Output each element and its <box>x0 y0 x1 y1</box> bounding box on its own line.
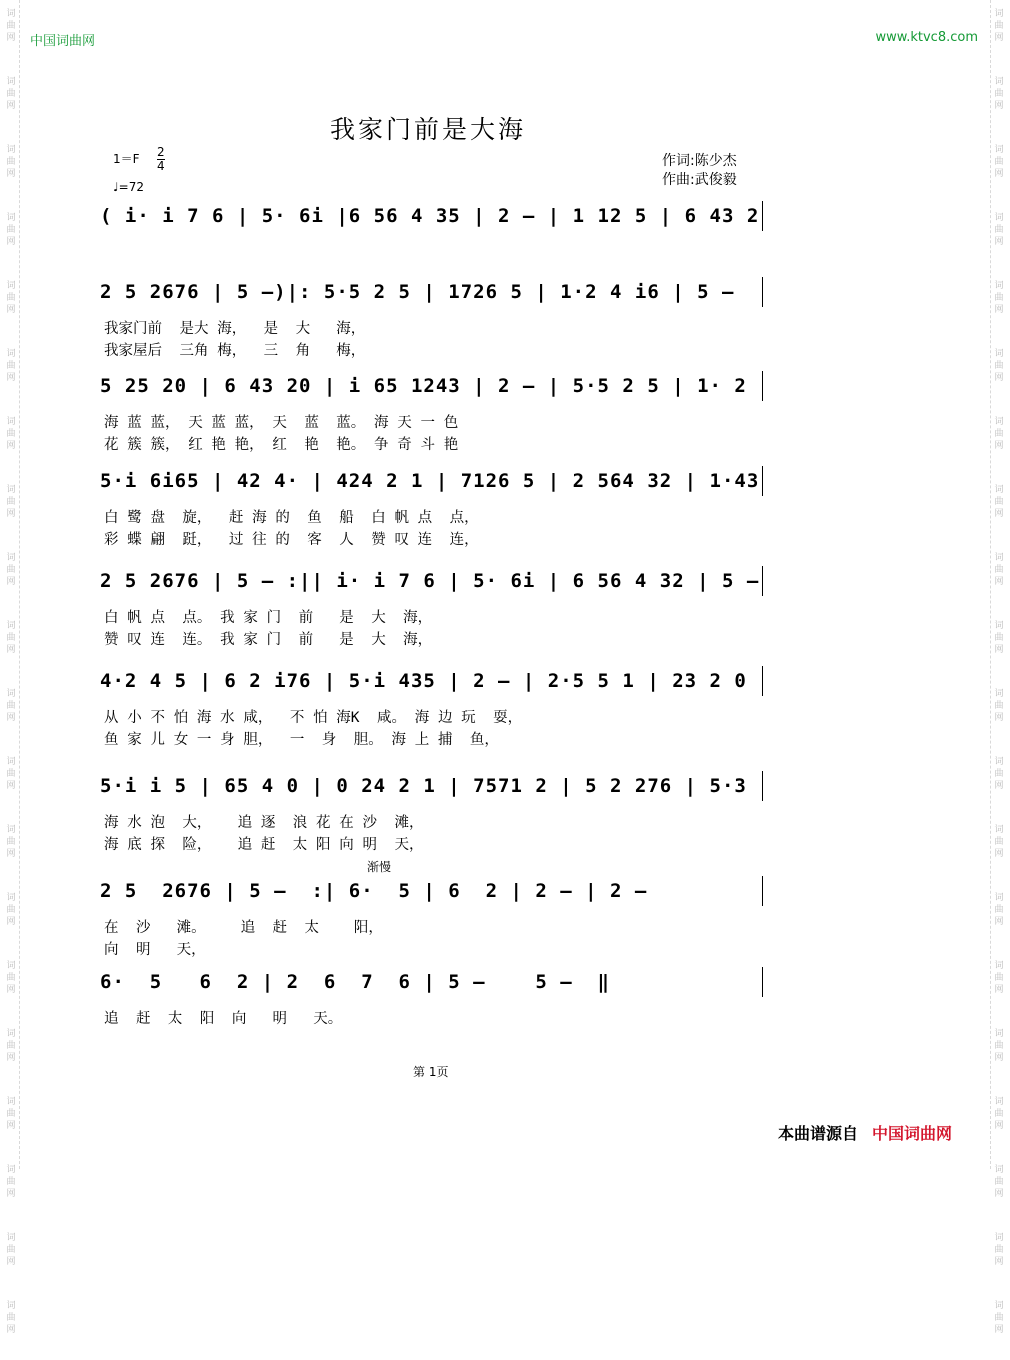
end-barline <box>762 566 763 596</box>
site-url-right[interactable]: www.ktvc8.com <box>875 30 978 45</box>
source-brand[interactable]: 中国词曲网 <box>872 1124 953 1143</box>
lyrics-verse1-line-9: 追 赶 太 阳 向 明 天。 <box>104 1011 343 1027</box>
meter-top: 2 <box>157 145 165 159</box>
page-label: 第 1页 <box>413 1065 449 1079</box>
lyrics-verse2-line-2: 我家屋后 三角 梅， 三 角 梅， <box>104 343 366 359</box>
site-name-left[interactable]: 中国词曲网 <box>30 34 96 49</box>
notation-line-5: 2 5 2676 | 5 – :|| i· i 7 6 | 5· 6i | 6 56 4 32 | 5 – <box>100 570 760 592</box>
notation-line-2: 2 5 2676 | 5 –)|: 5·5 2 5 | 1726 5 | 1·2 4 i6 | 5 – <box>100 281 735 303</box>
notation-line-8: 2 5 2676 | 5 – :| 6· 5 | 6 2 | 2 – | 2 – <box>100 880 648 902</box>
lyrics-verse2-line-7: 海 底 探 险， 追 赶 太 阳 向 明 天， <box>104 837 424 853</box>
source-credit <box>778 1121 952 1144</box>
lyricist: 作词:陈少杰 <box>662 153 737 169</box>
end-barline <box>762 201 763 231</box>
lyrics-verse2-line-5: 赞 叹 连 连。 我 家 门 前 是 大 海， <box>104 632 433 648</box>
notation-line-6: 4·2 4 5 | 6 2 i76 | 5·i 435 | 2 – | 2·5 5 1 | 23 2 0 <box>100 670 747 692</box>
lyrics-verse1-line-5: 白 帆 点 点。 我 家 门 前 是 大 海， <box>104 610 433 626</box>
end-barline <box>762 277 763 307</box>
time-signature <box>157 146 165 173</box>
end-barline <box>762 371 763 401</box>
lyrics-verse2-line-3: 花 簇 簇， 红 艳 艳， 红 艳 艳。 争 奇 斗 艳 <box>104 437 459 453</box>
end-barline <box>762 876 763 906</box>
meter-bottom: 4 <box>157 159 165 173</box>
left-watermark-strip: 词 曲 网 词 曲 网 词 曲 网 词 曲 网 词 曲 网 词 曲 网 词 曲 网 词 曲 网 词 曲 网 词 曲 网 词 曲 网 词 曲 网 词 曲 网 词 曲 网 词 曲 网 词 曲 网 词 曲 网 词 曲 网 词 曲 网 词 曲 网 <box>3 0 20 1169</box>
tempo-marking: ♩=72 <box>113 180 144 194</box>
lyrics-verse2-line-4: 彩 蝶 翩 跹， 过 往 的 客 人 赞 叹 连 连， <box>104 532 479 548</box>
lyrics-verse1-line-2: 我家门前 是大 海， 是 大 海， <box>104 321 366 337</box>
lyrics-verse1-line-3: 海 蓝 蓝， 天 蓝 蓝， 天 蓝 蓝。 海 天 一 色 <box>104 415 459 431</box>
notation-line-7: 5·i i 5 | 65 4 0 | 0 24 2 1 | 7571 2 | 5 2 276 | 5·3 <box>100 775 747 797</box>
lyrics-verse2-line-6: 鱼 家 儿 女 一 身 胆， 一 身 胆。 海 上 捕 鱼， <box>104 732 499 748</box>
composer: 作曲:武俊毅 <box>662 172 737 188</box>
notation-line-3: 5 25 20 | 6 43 20 | i 65 1243 | 2 – | 5·5 2 5 | 1· 2 <box>100 375 747 397</box>
right-watermark-strip: 词 曲 网 词 曲 网 词 曲 网 词 曲 网 词 曲 网 词 曲 网 词 曲 网 词 曲 网 词 曲 网 词 曲 网 词 曲 网 词 曲 网 词 曲 网 词 曲 网 词 曲 网 词 曲 网 词 曲 网 词 曲 网 词 曲 网 词 曲 网 <box>990 0 1007 1169</box>
key-signature-block <box>113 145 165 194</box>
song-title: 我家门前是大海 <box>330 115 527 144</box>
lyrics-verse1-line-4: 白 鹭 盘 旋， 赶 海 的 鱼 船 白 帆 点 点， <box>104 510 479 526</box>
tempo-change-mark: 渐慢 <box>367 860 392 874</box>
end-barline <box>762 466 763 496</box>
credits <box>662 152 737 190</box>
key-signature: 1＝F <box>113 152 140 166</box>
lyrics-verse2-line-8: 向 明 天， <box>104 942 206 958</box>
notation-line-4: 5·i 6i65 | 42 4· | 424 2 1 | 7126 5 | 2 564 32 | 1·43 <box>100 470 760 492</box>
notation-line-9: 6· 5 6 2 | 2 6 7 6 | 5 – 5 – ‖ <box>100 971 610 993</box>
notation-line-1: ( i· i 7 6 | 5· 6i |6 56 4 35 | 2 – | 1 12 5 | 6 43 2 <box>100 205 760 227</box>
end-barline <box>762 967 763 997</box>
lyrics-verse1-line-6: 从 小 不 怕 海 水 咸， 不 怕 海K 咸。 海 边 玩 耍， <box>104 710 523 726</box>
lyrics-verse1-line-7: 海 水 泡 大， 追 逐 浪 花 在 沙 滩， <box>104 815 424 831</box>
source-prefix: 本曲谱源自 <box>778 1124 859 1143</box>
end-barline <box>762 771 763 801</box>
lyrics-verse1-line-8: 在 沙 滩。 追 赶 太 阳， <box>104 920 383 936</box>
end-barline <box>762 666 763 696</box>
